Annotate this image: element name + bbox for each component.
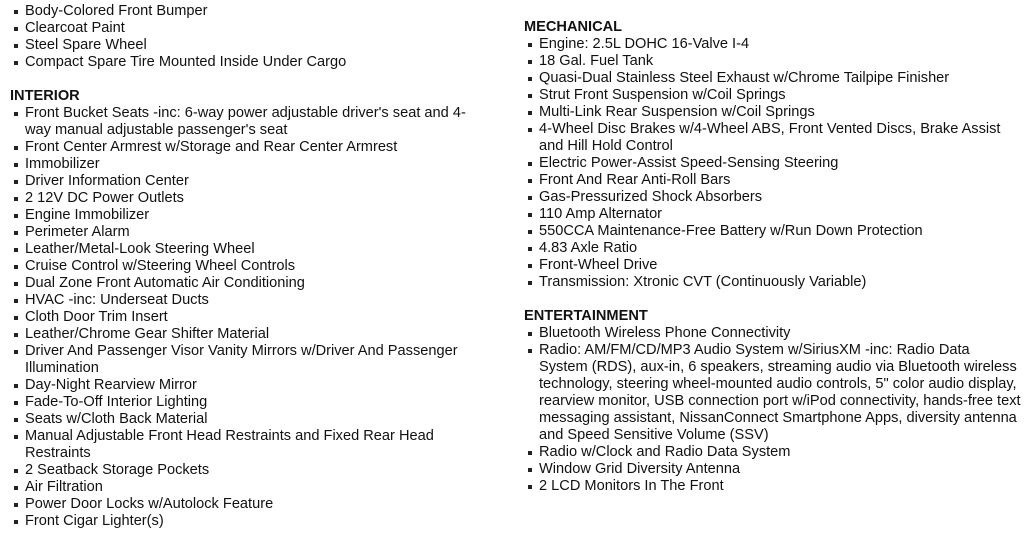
list-item: Bluetooth Wireless Phone Connectivity xyxy=(524,325,1022,342)
list-item: Front-Wheel Drive xyxy=(524,257,1022,274)
list-item: Gas-Pressurized Shock Absorbers xyxy=(524,189,1022,206)
list-item: Body-Colored Front Bumper xyxy=(10,3,490,20)
list-item: Dual Zone Front Automatic Air Conditioning xyxy=(10,275,490,292)
list-item: 2 12V DC Power Outlets xyxy=(10,190,490,207)
list-item: 110 Amp Alternator xyxy=(524,206,1022,223)
list-item: 4-Wheel Disc Brakes w/4-Wheel ABS, Front Vented Discs, Brake Assist and Hill Hold Control xyxy=(524,121,1022,155)
list-item: Steel Spare Wheel xyxy=(10,37,490,54)
list-item: Driver And Passenger Visor Vanity Mirrors w/Driver And Passenger Illumination xyxy=(10,343,490,377)
entertainment-section xyxy=(524,308,1022,495)
list-item: Cloth Door Trim Insert xyxy=(10,309,490,326)
list-item: Immobilizer xyxy=(10,156,490,173)
list-item: Front Bucket Seats -inc: 6-way power adjustable driver's seat and 4-way manual adjustable passenger's seat xyxy=(10,105,490,139)
list-item: 4.83 Axle Ratio xyxy=(524,240,1022,257)
list-item: Day-Night Rearview Mirror xyxy=(10,377,490,394)
list-item: 18 Gal. Fuel Tank xyxy=(524,53,1022,70)
exterior-section xyxy=(10,3,490,71)
exterior-list xyxy=(10,3,490,71)
list-item: Perimeter Alarm xyxy=(10,224,490,241)
entertainment-heading: ENTERTAINMENT xyxy=(524,308,648,324)
list-item: Multi-Link Rear Suspension w/Coil Springs xyxy=(524,104,1022,121)
right-column xyxy=(524,19,1022,495)
list-item: Front Cigar Lighter(s) xyxy=(10,513,490,530)
list-item: HVAC -inc: Underseat Ducts xyxy=(10,292,490,309)
list-item: Front And Rear Anti-Roll Bars xyxy=(524,172,1022,189)
list-item: Leather/Chrome Gear Shifter Material xyxy=(10,326,490,343)
list-item: Manual Adjustable Front Head Restraints and Fixed Rear Head Restraints xyxy=(10,428,490,462)
interior-section xyxy=(10,88,490,530)
left-column xyxy=(10,3,490,530)
mechanical-section xyxy=(524,19,1022,291)
mechanical-list xyxy=(524,36,1022,291)
list-item: Front Center Armrest w/Storage and Rear Center Armrest xyxy=(10,139,490,156)
list-item: Seats w/Cloth Back Material xyxy=(10,411,490,428)
list-item: Clearcoat Paint xyxy=(10,20,490,37)
entertainment-list xyxy=(524,325,1022,495)
list-item: 550CCA Maintenance-Free Battery w/Run Down Protection xyxy=(524,223,1022,240)
list-item: Quasi-Dual Stainless Steel Exhaust w/Chrome Tailpipe Finisher xyxy=(524,70,1022,87)
interior-heading: INTERIOR xyxy=(10,88,80,104)
list-item: Electric Power-Assist Speed-Sensing Steering xyxy=(524,155,1022,172)
list-item: 2 LCD Monitors In The Front xyxy=(524,478,1022,495)
list-item: Radio w/Clock and Radio Data System xyxy=(524,444,1022,461)
mechanical-heading: MECHANICAL xyxy=(524,19,623,35)
list-item: Power Door Locks w/Autolock Feature xyxy=(10,496,490,513)
list-item: Fade-To-Off Interior Lighting xyxy=(10,394,490,411)
list-item: Compact Spare Tire Mounted Inside Under Cargo xyxy=(10,54,490,71)
list-item: Air Filtration xyxy=(10,479,490,496)
list-item: Strut Front Suspension w/Coil Springs xyxy=(524,87,1022,104)
list-item: Leather/Metal-Look Steering Wheel xyxy=(10,241,490,258)
list-item: Engine: 2.5L DOHC 16-Valve I-4 xyxy=(524,36,1022,53)
list-item: Driver Information Center xyxy=(10,173,490,190)
interior-list xyxy=(10,105,490,530)
list-item: Transmission: Xtronic CVT (Continuously Variable) xyxy=(524,274,1022,291)
list-item: Radio: AM/FM/CD/MP3 Audio System w/SiriusXM -inc: Radio Data System (RDS), aux-in, 6 speakers, streaming audio via Bluetooth wireless technology, steering wheel-mounted audio controls, 5" color audio display, rearview monitor, USB connection port w/iPod connectivity, hands-free text messaging assistant, NissanConnect Smartphone Apps, diversity antenna and Speed Sensitive Volume (SSV) xyxy=(524,342,1022,444)
list-item: Cruise Control w/Steering Wheel Controls xyxy=(10,258,490,275)
list-item: 2 Seatback Storage Pockets xyxy=(10,462,490,479)
list-item: Window Grid Diversity Antenna xyxy=(524,461,1022,478)
list-item: Engine Immobilizer xyxy=(10,207,490,224)
